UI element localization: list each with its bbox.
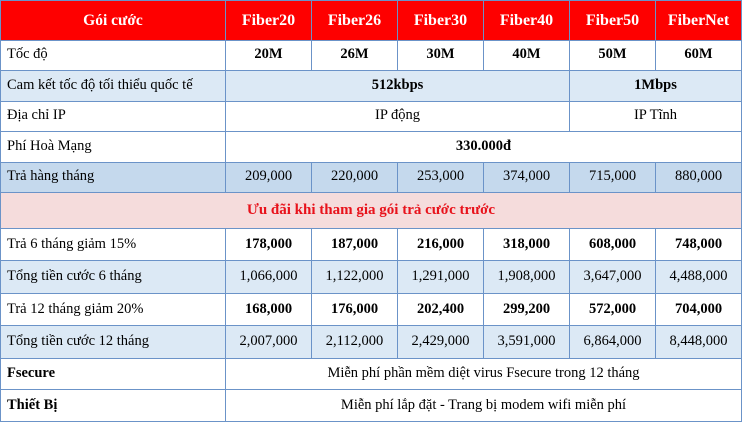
speed-fiber30: 30M (398, 40, 484, 71)
twelve-month-fiber50: 572,000 (570, 293, 656, 326)
six-month-total-fiber26: 1,122,000 (312, 261, 398, 294)
monthly-fiber26: 220,000 (312, 162, 398, 193)
twelve-month-fiber20: 168,000 (226, 293, 312, 326)
table-row-twelve-month-discount (1, 293, 742, 326)
device-description: Miễn phí lắp đặt - Trang bị modem wifi miễn phí (226, 390, 742, 422)
header-package-fiber40: Fiber40 (484, 1, 570, 41)
six-month-total-fibernet: 4,488,000 (656, 261, 742, 294)
twelve-month-fiber26: 176,000 (312, 293, 398, 326)
table-row-six-month-total (1, 261, 742, 294)
twelve-month-total-fiber30: 2,429,000 (398, 326, 484, 359)
twelve-month-fiber40: 299,200 (484, 293, 570, 326)
installation-fee-value: 330.000đ (226, 132, 742, 163)
six-month-fibernet: 748,000 (656, 228, 742, 261)
header-package-fiber30: Fiber30 (398, 1, 484, 41)
table-row-speed (1, 40, 742, 71)
table-row-commit-speed (1, 71, 742, 102)
twelve-month-fiber30: 202,400 (398, 293, 484, 326)
header-package-fibernet: FiberNet (656, 1, 742, 41)
monthly-fibernet: 880,000 (656, 162, 742, 193)
commit-speed-group-b: 1Mbps (570, 71, 742, 102)
row-label-monthly-payment: Trả hàng tháng (1, 162, 226, 193)
header-package-fiber26: Fiber26 (312, 1, 398, 41)
row-label-twelve-month-discount: Trả 12 tháng giảm 20% (1, 293, 226, 326)
table-row-installation-fee (1, 132, 742, 163)
row-label-installation-fee: Phí Hoà Mạng (1, 132, 226, 163)
header-package-fiber20: Fiber20 (226, 1, 312, 41)
table-row-monthly-payment (1, 162, 742, 193)
six-month-fiber20: 178,000 (226, 228, 312, 261)
row-label-twelve-month-total: Tổng tiền cước 12 tháng (1, 326, 226, 359)
six-month-fiber30: 216,000 (398, 228, 484, 261)
promo-banner-text: Ưu đãi khi tham gia gói trả cước trước (1, 193, 742, 229)
row-label-speed: Tốc độ (1, 40, 226, 71)
twelve-month-total-fiber26: 2,112,000 (312, 326, 398, 359)
speed-fiber20: 20M (226, 40, 312, 71)
row-label-commit-speed: Cam kết tốc độ tối thiểu quốc tế (1, 71, 226, 102)
speed-fiber26: 26M (312, 40, 398, 71)
row-label-fsecure: Fsecure (1, 358, 226, 390)
header-package-label: Gói cước (1, 1, 226, 41)
table-header-row (1, 1, 742, 41)
monthly-fiber20: 209,000 (226, 162, 312, 193)
twelve-month-total-fiber40: 3,591,000 (484, 326, 570, 359)
row-label-device: Thiết Bị (1, 390, 226, 422)
speed-fibernet: 60M (656, 40, 742, 71)
table-row-six-month-discount (1, 228, 742, 261)
fsecure-description: Miễn phí phần mềm diệt virus Fsecure trong 12 tháng (226, 358, 742, 390)
header-package-fiber50: Fiber50 (570, 1, 656, 41)
monthly-fiber30: 253,000 (398, 162, 484, 193)
six-month-total-fiber20: 1,066,000 (226, 261, 312, 294)
row-label-ip-address: Địa chỉ IP (1, 101, 226, 132)
twelve-month-total-fibernet: 8,448,000 (656, 326, 742, 359)
twelve-month-total-fiber20: 2,007,000 (226, 326, 312, 359)
monthly-fiber50: 715,000 (570, 162, 656, 193)
ip-address-group-b: IP Tĩnh (570, 101, 742, 132)
table-row-ip-address (1, 101, 742, 132)
monthly-fiber40: 374,000 (484, 162, 570, 193)
commit-speed-group-a: 512kbps (226, 71, 570, 102)
speed-fiber50: 50M (570, 40, 656, 71)
table-row-twelve-month-total (1, 326, 742, 359)
row-label-six-month-discount: Trả 6 tháng giảm 15% (1, 228, 226, 261)
ip-address-group-a: IP động (226, 101, 570, 132)
six-month-total-fiber40: 1,908,000 (484, 261, 570, 294)
speed-fiber40: 40M (484, 40, 570, 71)
twelve-month-fibernet: 704,000 (656, 293, 742, 326)
twelve-month-total-fiber50: 6,864,000 (570, 326, 656, 359)
six-month-fiber40: 318,000 (484, 228, 570, 261)
six-month-total-fiber50: 3,647,000 (570, 261, 656, 294)
table-row-fsecure (1, 358, 742, 390)
six-month-fiber50: 608,000 (570, 228, 656, 261)
six-month-fiber26: 187,000 (312, 228, 398, 261)
six-month-total-fiber30: 1,291,000 (398, 261, 484, 294)
table-row-device (1, 390, 742, 422)
table-row-promo-banner (1, 193, 742, 229)
row-label-six-month-total: Tổng tiền cước 6 tháng (1, 261, 226, 294)
